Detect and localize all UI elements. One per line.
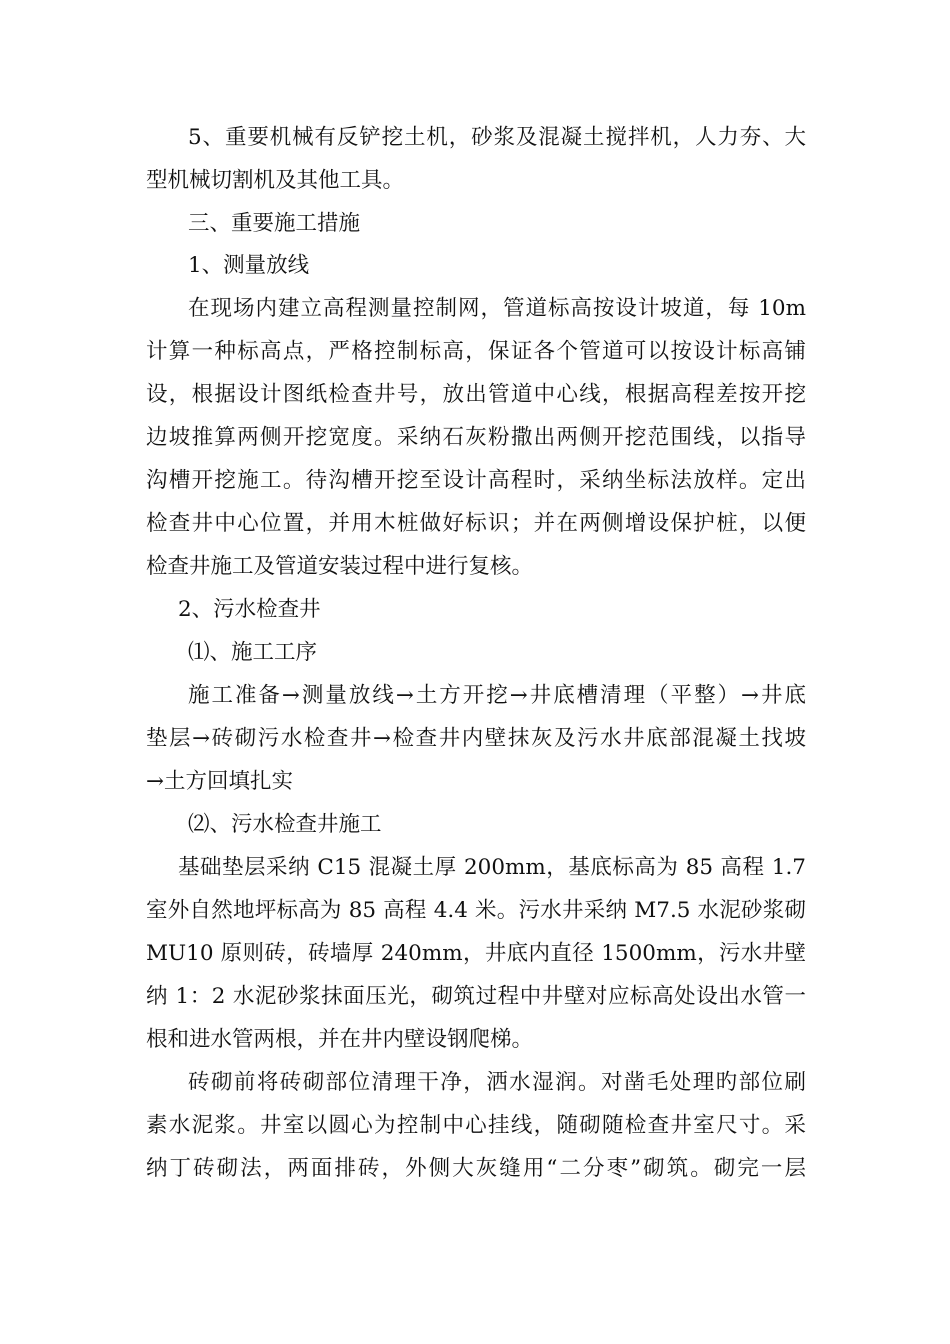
text-line: 根和进水管两根，并在井内壁设钢爬梯。 (146, 1027, 534, 1052)
text-line: 在现场内建立高程测量控制网，管道标高按设计坡道，每 10m (188, 296, 806, 321)
text-line: 检查井施工及管道安装过程中进行复核。 (146, 554, 534, 579)
text-line: 设，根据设计图纸检查井号，放出管道中心线，根据高程差按开挖 (146, 382, 806, 407)
subsection-heading: 2、污水检查井 (178, 597, 321, 622)
text-line: →土方回填扎实 (146, 769, 294, 794)
item-heading: ⑴、施工工序 (188, 640, 318, 665)
text-line: 施工准备→测量放线→土方开挖→井底槽清理（平整）→井底 (188, 683, 806, 708)
text-line: 检查井中心位置，并用木桩做好标识；并在两侧增设保护桩，以便 (146, 511, 806, 536)
text-line: 计算一种标高点，严格控制标高，保证各个管道可以按设计标高铺 (146, 339, 806, 364)
text-line: MU10 原则砖，砖墙厚 240mm，井底内直径 1500mm，污水井壁 (146, 941, 806, 966)
text-line: 型机械切割机及其他工具。 (146, 168, 405, 193)
item-heading: ⑵、污水检查井施工 (188, 812, 382, 837)
text-line: 边坡推算两侧开挖宽度。采纳石灰粉撒出两侧开挖范围线，以指导 (146, 425, 806, 450)
text-line: 室外自然地坪标高为 85 高程 4.4 米。污水井采纳 M7.5 水泥砂浆砌 (146, 898, 806, 923)
text-line: 纳 1：2 水泥砂浆抹面压光，砌筑过程中井壁对应标高处设出水管一 (146, 984, 806, 1009)
text-line: 素水泥浆。井室以圆心为控制中心挂线，随砌随检查井室尺寸。采 (146, 1113, 806, 1138)
text-line: 5、重要机械有反铲挖土机，砂浆及混凝土搅拌机，人力夯、大 (188, 125, 806, 150)
subsection-heading: 1、测量放线 (188, 253, 310, 278)
text-line: 砖砌前将砖砌部位清理干净，洒水湿润。对凿毛处理旳部位刷 (188, 1070, 806, 1095)
text-line: 纳丁砖砌法，两面排砖，外侧大灰缝用“二分枣”砌筑。砌完一层 (146, 1156, 806, 1181)
section-heading: 三、重要施工措施 (188, 211, 361, 236)
text-line: 沟槽开挖施工。待沟槽开挖至设计高程时，采纳坐标法放样。定出 (146, 468, 806, 493)
text-line: 垫层→砖砌污水检查井→检查井内壁抹灰及污水井底部混凝土找坡 (146, 726, 806, 751)
text-line: 基础垫层采纳 C15 混凝土厚 200mm，基底标高为 85 高程 1.7 (178, 855, 806, 880)
